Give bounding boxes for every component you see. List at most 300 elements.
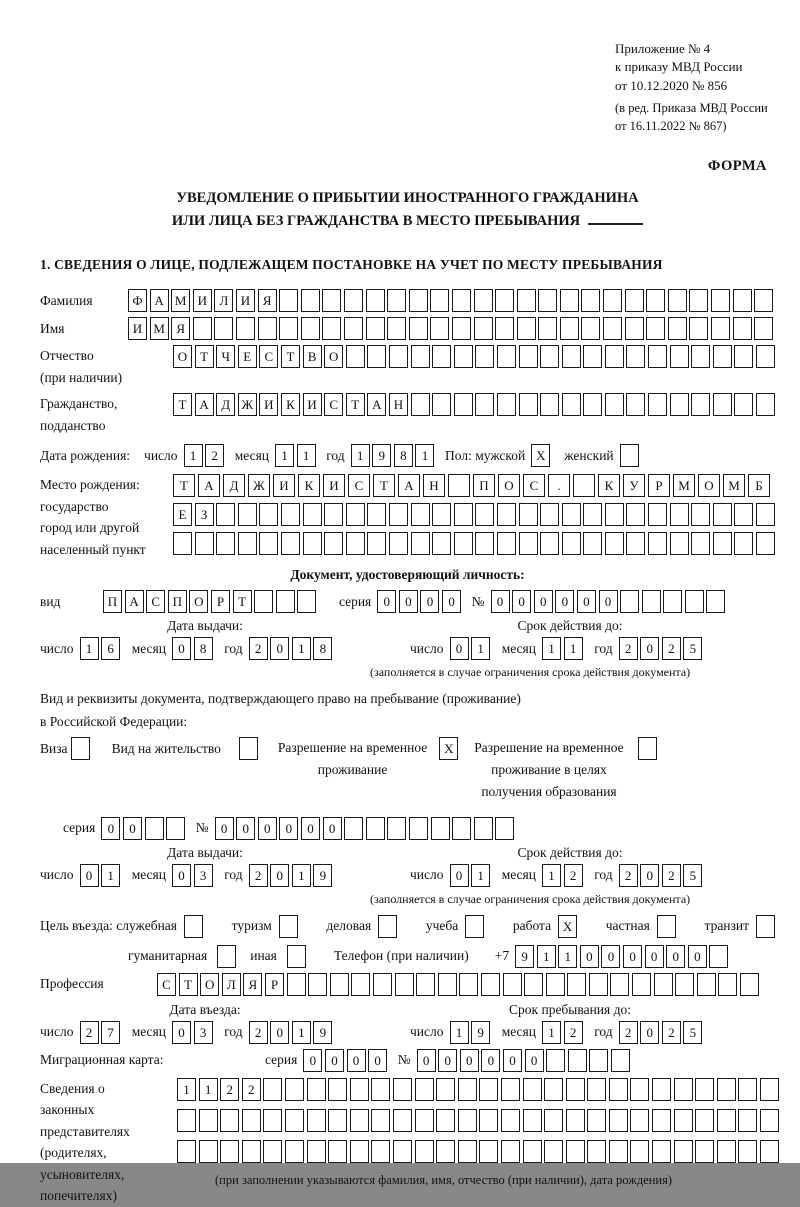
char-box[interactable]	[646, 317, 665, 340]
char-box[interactable]	[322, 317, 341, 340]
char-box[interactable]: 0	[270, 637, 289, 660]
char-box[interactable]: 0	[215, 817, 234, 840]
residence-permit-checkbox[interactable]	[239, 737, 258, 760]
char-box[interactable]	[605, 532, 624, 555]
char-box[interactable]: 1	[275, 444, 294, 467]
char-box[interactable]: 6	[101, 637, 120, 660]
char-box[interactable]	[566, 1140, 585, 1163]
char-box[interactable]	[589, 1049, 608, 1072]
char-box[interactable]: 2	[249, 1021, 268, 1044]
char-box[interactable]	[674, 1140, 693, 1163]
char-box[interactable]	[717, 1078, 736, 1101]
char-box[interactable]: 0	[512, 590, 531, 613]
char-box[interactable]: Т	[179, 973, 198, 996]
char-box[interactable]: Л	[214, 289, 233, 312]
char-box[interactable]: А	[367, 393, 386, 416]
char-box[interactable]	[145, 817, 164, 840]
char-box[interactable]	[177, 1109, 196, 1132]
char-box[interactable]	[259, 503, 278, 526]
char-box[interactable]	[409, 817, 428, 840]
char-box[interactable]	[287, 973, 306, 996]
char-box[interactable]	[630, 1078, 649, 1101]
char-box[interactable]: 0	[172, 637, 191, 660]
char-box[interactable]: Т	[373, 474, 395, 497]
char-box[interactable]	[454, 393, 473, 416]
char-box[interactable]	[523, 1078, 542, 1101]
char-box[interactable]	[626, 503, 645, 526]
char-box[interactable]	[560, 289, 579, 312]
char-box[interactable]: 2	[619, 1021, 638, 1044]
char-box[interactable]: 8	[313, 637, 332, 660]
char-box[interactable]	[524, 973, 543, 996]
char-box[interactable]: Б	[748, 474, 770, 497]
char-box[interactable]: 2	[205, 444, 224, 467]
char-box[interactable]	[670, 532, 689, 555]
char-box[interactable]: 0	[688, 945, 707, 968]
char-box[interactable]	[324, 503, 343, 526]
char-box[interactable]	[670, 393, 689, 416]
char-box[interactable]	[303, 503, 322, 526]
char-box[interactable]: 7	[101, 1021, 120, 1044]
char-box[interactable]	[630, 1109, 649, 1132]
char-box[interactable]	[540, 532, 559, 555]
char-box[interactable]	[756, 345, 775, 368]
char-box[interactable]	[691, 532, 710, 555]
char-box[interactable]: 9	[372, 444, 391, 467]
char-box[interactable]	[303, 532, 322, 555]
char-box[interactable]	[581, 289, 600, 312]
char-box[interactable]	[620, 590, 639, 613]
char-box[interactable]	[711, 317, 730, 340]
char-box[interactable]: С	[259, 345, 278, 368]
char-box[interactable]	[387, 317, 406, 340]
char-box[interactable]	[497, 393, 516, 416]
char-box[interactable]	[366, 289, 385, 312]
char-box[interactable]	[216, 503, 235, 526]
char-box[interactable]: 1	[292, 864, 311, 887]
char-box[interactable]	[351, 973, 370, 996]
char-box[interactable]: Ж	[248, 474, 270, 497]
char-box[interactable]: 5	[683, 637, 702, 660]
purpose-official-checkbox[interactable]	[184, 915, 203, 938]
char-box[interactable]	[432, 345, 451, 368]
char-box[interactable]: 0	[323, 817, 342, 840]
char-box[interactable]: 0	[442, 590, 461, 613]
char-box[interactable]	[395, 973, 414, 996]
char-box[interactable]: .	[548, 474, 570, 497]
char-box[interactable]	[393, 1109, 412, 1132]
char-box[interactable]: И	[128, 317, 147, 340]
char-box[interactable]	[301, 317, 320, 340]
char-box[interactable]	[663, 590, 682, 613]
char-box[interactable]: 0	[491, 590, 510, 613]
char-box[interactable]: Н	[423, 474, 445, 497]
char-box[interactable]	[389, 503, 408, 526]
char-box[interactable]	[415, 1109, 434, 1132]
char-box[interactable]	[285, 1140, 304, 1163]
char-box[interactable]	[568, 1049, 587, 1072]
char-box[interactable]	[648, 393, 667, 416]
char-box[interactable]	[734, 532, 753, 555]
char-box[interactable]: 0	[623, 945, 642, 968]
char-box[interactable]	[587, 1109, 606, 1132]
char-box[interactable]	[713, 345, 732, 368]
gender-female-checkbox[interactable]	[620, 444, 639, 467]
char-box[interactable]	[242, 1109, 261, 1132]
char-box[interactable]	[328, 1140, 347, 1163]
char-box[interactable]: О	[324, 345, 343, 368]
char-box[interactable]: 0	[577, 590, 596, 613]
purpose-tourism-checkbox[interactable]	[279, 915, 298, 938]
char-box[interactable]	[474, 289, 493, 312]
char-box[interactable]	[713, 532, 732, 555]
char-box[interactable]	[538, 317, 557, 340]
char-box[interactable]	[411, 503, 430, 526]
char-box[interactable]	[481, 973, 500, 996]
temp-residence-checkbox[interactable]: X	[439, 737, 458, 760]
char-box[interactable]	[670, 503, 689, 526]
char-box[interactable]	[626, 393, 645, 416]
char-box[interactable]	[566, 1109, 585, 1132]
char-box[interactable]: Т	[233, 590, 252, 613]
char-box[interactable]	[523, 1109, 542, 1132]
char-box[interactable]	[626, 345, 645, 368]
char-box[interactable]	[695, 1109, 714, 1132]
purpose-business-checkbox[interactable]	[378, 915, 397, 938]
char-box[interactable]: 1	[199, 1078, 218, 1101]
char-box[interactable]: П	[473, 474, 495, 497]
char-box[interactable]: С	[146, 590, 165, 613]
char-box[interactable]	[474, 317, 493, 340]
char-box[interactable]: К	[598, 474, 620, 497]
char-box[interactable]: И	[273, 474, 295, 497]
char-box[interactable]	[718, 973, 737, 996]
char-box[interactable]	[393, 1140, 412, 1163]
char-box[interactable]	[540, 503, 559, 526]
char-box[interactable]	[411, 345, 430, 368]
char-box[interactable]	[367, 503, 386, 526]
char-box[interactable]: Ж	[238, 393, 257, 416]
char-box[interactable]	[706, 590, 725, 613]
char-box[interactable]: И	[323, 474, 345, 497]
char-box[interactable]: 1	[292, 1021, 311, 1044]
char-box[interactable]	[411, 393, 430, 416]
char-box[interactable]: О	[498, 474, 520, 497]
char-box[interactable]: М	[723, 474, 745, 497]
char-box[interactable]: 1	[101, 864, 120, 887]
char-box[interactable]	[214, 317, 233, 340]
char-box[interactable]: 2	[249, 637, 268, 660]
char-box[interactable]	[430, 289, 449, 312]
char-box[interactable]	[605, 503, 624, 526]
char-box[interactable]	[258, 317, 277, 340]
char-box[interactable]: 0	[640, 864, 659, 887]
char-box[interactable]: А	[125, 590, 144, 613]
char-box[interactable]	[587, 1140, 606, 1163]
purpose-other-checkbox[interactable]	[287, 945, 306, 968]
char-box[interactable]	[603, 289, 622, 312]
char-box[interactable]	[452, 817, 471, 840]
char-box[interactable]	[389, 345, 408, 368]
char-box[interactable]	[432, 532, 451, 555]
char-box[interactable]	[697, 973, 716, 996]
char-box[interactable]: 1	[415, 444, 434, 467]
char-box[interactable]	[350, 1109, 369, 1132]
char-box[interactable]: 0	[172, 1021, 191, 1044]
char-box[interactable]	[625, 317, 644, 340]
char-box[interactable]: 2	[662, 864, 681, 887]
char-box[interactable]	[689, 317, 708, 340]
char-box[interactable]	[544, 1140, 563, 1163]
char-box[interactable]	[583, 503, 602, 526]
char-box[interactable]: 0	[645, 945, 664, 968]
char-box[interactable]	[497, 532, 516, 555]
char-box[interactable]	[501, 1140, 520, 1163]
char-box[interactable]	[583, 532, 602, 555]
char-box[interactable]	[695, 1078, 714, 1101]
char-box[interactable]: Я	[243, 973, 262, 996]
char-box[interactable]: 0	[640, 637, 659, 660]
char-box[interactable]	[609, 1109, 628, 1132]
char-box[interactable]: 1	[542, 1021, 561, 1044]
char-box[interactable]	[562, 345, 581, 368]
char-box[interactable]	[448, 474, 470, 497]
char-box[interactable]	[458, 1109, 477, 1132]
char-box[interactable]: 0	[123, 817, 142, 840]
char-box[interactable]	[670, 345, 689, 368]
char-box[interactable]	[544, 1109, 563, 1132]
char-box[interactable]: 1	[542, 637, 561, 660]
char-box[interactable]	[544, 1078, 563, 1101]
char-box[interactable]	[479, 1140, 498, 1163]
char-box[interactable]	[452, 317, 471, 340]
char-box[interactable]	[452, 289, 471, 312]
char-box[interactable]: Р	[211, 590, 230, 613]
char-box[interactable]	[324, 532, 343, 555]
char-box[interactable]	[436, 1140, 455, 1163]
char-box[interactable]	[691, 503, 710, 526]
char-box[interactable]	[689, 289, 708, 312]
char-box[interactable]: А	[195, 393, 214, 416]
char-box[interactable]: 1	[537, 945, 556, 968]
char-box[interactable]	[430, 317, 449, 340]
char-box[interactable]	[609, 1078, 628, 1101]
char-box[interactable]	[415, 1078, 434, 1101]
char-box[interactable]	[193, 317, 212, 340]
char-box[interactable]: 0	[279, 817, 298, 840]
char-box[interactable]	[346, 503, 365, 526]
char-box[interactable]	[495, 289, 514, 312]
char-box[interactable]	[501, 1078, 520, 1101]
char-box[interactable]: 1	[177, 1078, 196, 1101]
char-box[interactable]	[346, 532, 365, 555]
char-box[interactable]	[717, 1140, 736, 1163]
char-box[interactable]	[738, 1109, 757, 1132]
char-box[interactable]: У	[623, 474, 645, 497]
char-box[interactable]: 1	[292, 637, 311, 660]
char-box[interactable]: 0	[258, 817, 277, 840]
char-box[interactable]	[285, 1078, 304, 1101]
char-box[interactable]: О	[698, 474, 720, 497]
char-box[interactable]	[581, 317, 600, 340]
purpose-study-checkbox[interactable]	[465, 915, 484, 938]
char-box[interactable]: 0	[399, 590, 418, 613]
char-box[interactable]	[546, 973, 565, 996]
char-box[interactable]: Ф	[128, 289, 147, 312]
char-box[interactable]	[754, 289, 773, 312]
char-box[interactable]	[454, 345, 473, 368]
char-box[interactable]: 0	[580, 945, 599, 968]
char-box[interactable]	[199, 1140, 218, 1163]
char-box[interactable]: 0	[80, 864, 99, 887]
char-box[interactable]	[501, 1109, 520, 1132]
char-box[interactable]	[709, 945, 728, 968]
char-box[interactable]	[738, 1078, 757, 1101]
char-box[interactable]	[711, 289, 730, 312]
char-box[interactable]: 1	[471, 864, 490, 887]
char-box[interactable]: 1	[450, 1021, 469, 1044]
char-box[interactable]	[344, 817, 363, 840]
char-box[interactable]	[409, 289, 428, 312]
char-box[interactable]: 8	[194, 637, 213, 660]
char-box[interactable]	[254, 590, 273, 613]
char-box[interactable]	[328, 1078, 347, 1101]
char-box[interactable]: 0	[377, 590, 396, 613]
char-box[interactable]: Е	[238, 345, 257, 368]
char-box[interactable]: А	[198, 474, 220, 497]
char-box[interactable]: 1	[297, 444, 316, 467]
char-box[interactable]: Е	[173, 503, 192, 526]
purpose-private-checkbox[interactable]	[657, 915, 676, 938]
char-box[interactable]	[642, 590, 661, 613]
char-box[interactable]	[373, 973, 392, 996]
char-box[interactable]: З	[195, 503, 214, 526]
char-box[interactable]	[238, 532, 257, 555]
char-box[interactable]	[301, 289, 320, 312]
char-box[interactable]	[344, 289, 363, 312]
char-box[interactable]: К	[298, 474, 320, 497]
char-box[interactable]	[648, 532, 667, 555]
char-box[interactable]	[668, 289, 687, 312]
char-box[interactable]	[389, 532, 408, 555]
char-box[interactable]	[738, 1140, 757, 1163]
char-box[interactable]	[216, 532, 235, 555]
char-box[interactable]	[276, 590, 295, 613]
char-box[interactable]	[668, 317, 687, 340]
char-box[interactable]	[610, 973, 629, 996]
char-box[interactable]	[409, 317, 428, 340]
char-box[interactable]: Т	[173, 393, 192, 416]
char-box[interactable]: 1	[542, 864, 561, 887]
char-box[interactable]	[367, 345, 386, 368]
char-box[interactable]	[458, 1078, 477, 1101]
char-box[interactable]: 1	[351, 444, 370, 467]
char-box[interactable]: 1	[564, 637, 583, 660]
char-box[interactable]	[654, 973, 673, 996]
char-box[interactable]	[436, 1078, 455, 1101]
char-box[interactable]	[605, 393, 624, 416]
char-box[interactable]	[475, 393, 494, 416]
char-box[interactable]: П	[168, 590, 187, 613]
char-box[interactable]	[236, 317, 255, 340]
char-box[interactable]	[411, 532, 430, 555]
char-box[interactable]	[546, 1049, 565, 1072]
char-box[interactable]	[497, 503, 516, 526]
char-box[interactable]	[454, 503, 473, 526]
char-box[interactable]: О	[189, 590, 208, 613]
char-box[interactable]: М	[673, 474, 695, 497]
char-box[interactable]: 0	[599, 590, 618, 613]
char-box[interactable]	[220, 1109, 239, 1132]
char-box[interactable]	[573, 474, 595, 497]
char-box[interactable]	[562, 393, 581, 416]
char-box[interactable]	[281, 532, 300, 555]
char-box[interactable]: И	[303, 393, 322, 416]
visa-checkbox[interactable]	[71, 737, 90, 760]
char-box[interactable]: 9	[313, 864, 332, 887]
char-box[interactable]	[387, 289, 406, 312]
char-box[interactable]	[479, 1109, 498, 1132]
char-box[interactable]: 0	[270, 864, 289, 887]
char-box[interactable]	[495, 317, 514, 340]
char-box[interactable]	[691, 393, 710, 416]
char-box[interactable]	[760, 1078, 779, 1101]
char-box[interactable]	[416, 973, 435, 996]
char-box[interactable]	[734, 503, 753, 526]
char-box[interactable]: 0	[503, 1049, 522, 1072]
char-box[interactable]	[166, 817, 185, 840]
char-box[interactable]: П	[103, 590, 122, 613]
char-box[interactable]: 2	[662, 1021, 681, 1044]
char-box[interactable]: Н	[389, 393, 408, 416]
char-box[interactable]	[220, 1140, 239, 1163]
char-box[interactable]	[438, 973, 457, 996]
char-box[interactable]	[350, 1140, 369, 1163]
char-box[interactable]: 0	[368, 1049, 387, 1072]
char-box[interactable]: 1	[471, 637, 490, 660]
char-box[interactable]: В	[303, 345, 322, 368]
char-box[interactable]: 9	[313, 1021, 332, 1044]
char-box[interactable]	[330, 973, 349, 996]
char-box[interactable]	[734, 393, 753, 416]
char-box[interactable]	[733, 289, 752, 312]
char-box[interactable]: 1	[184, 444, 203, 467]
char-box[interactable]	[495, 817, 514, 840]
char-box[interactable]	[519, 345, 538, 368]
char-box[interactable]: 1	[558, 945, 577, 968]
char-box[interactable]: К	[281, 393, 300, 416]
char-box[interactable]: 0	[420, 590, 439, 613]
char-box[interactable]	[560, 317, 579, 340]
purpose-work-checkbox[interactable]: X	[558, 915, 577, 938]
char-box[interactable]	[648, 345, 667, 368]
char-box[interactable]	[632, 973, 651, 996]
char-box[interactable]	[459, 973, 478, 996]
char-box[interactable]: Т	[346, 393, 365, 416]
char-box[interactable]: 2	[249, 864, 268, 887]
char-box[interactable]: С	[523, 474, 545, 497]
char-box[interactable]: С	[348, 474, 370, 497]
char-box[interactable]	[695, 1140, 714, 1163]
char-box[interactable]	[733, 317, 752, 340]
char-box[interactable]	[648, 503, 667, 526]
char-box[interactable]	[756, 532, 775, 555]
char-box[interactable]: 2	[220, 1078, 239, 1101]
char-box[interactable]	[350, 1078, 369, 1101]
char-box[interactable]	[415, 1140, 434, 1163]
char-box[interactable]	[605, 345, 624, 368]
char-box[interactable]: М	[150, 317, 169, 340]
